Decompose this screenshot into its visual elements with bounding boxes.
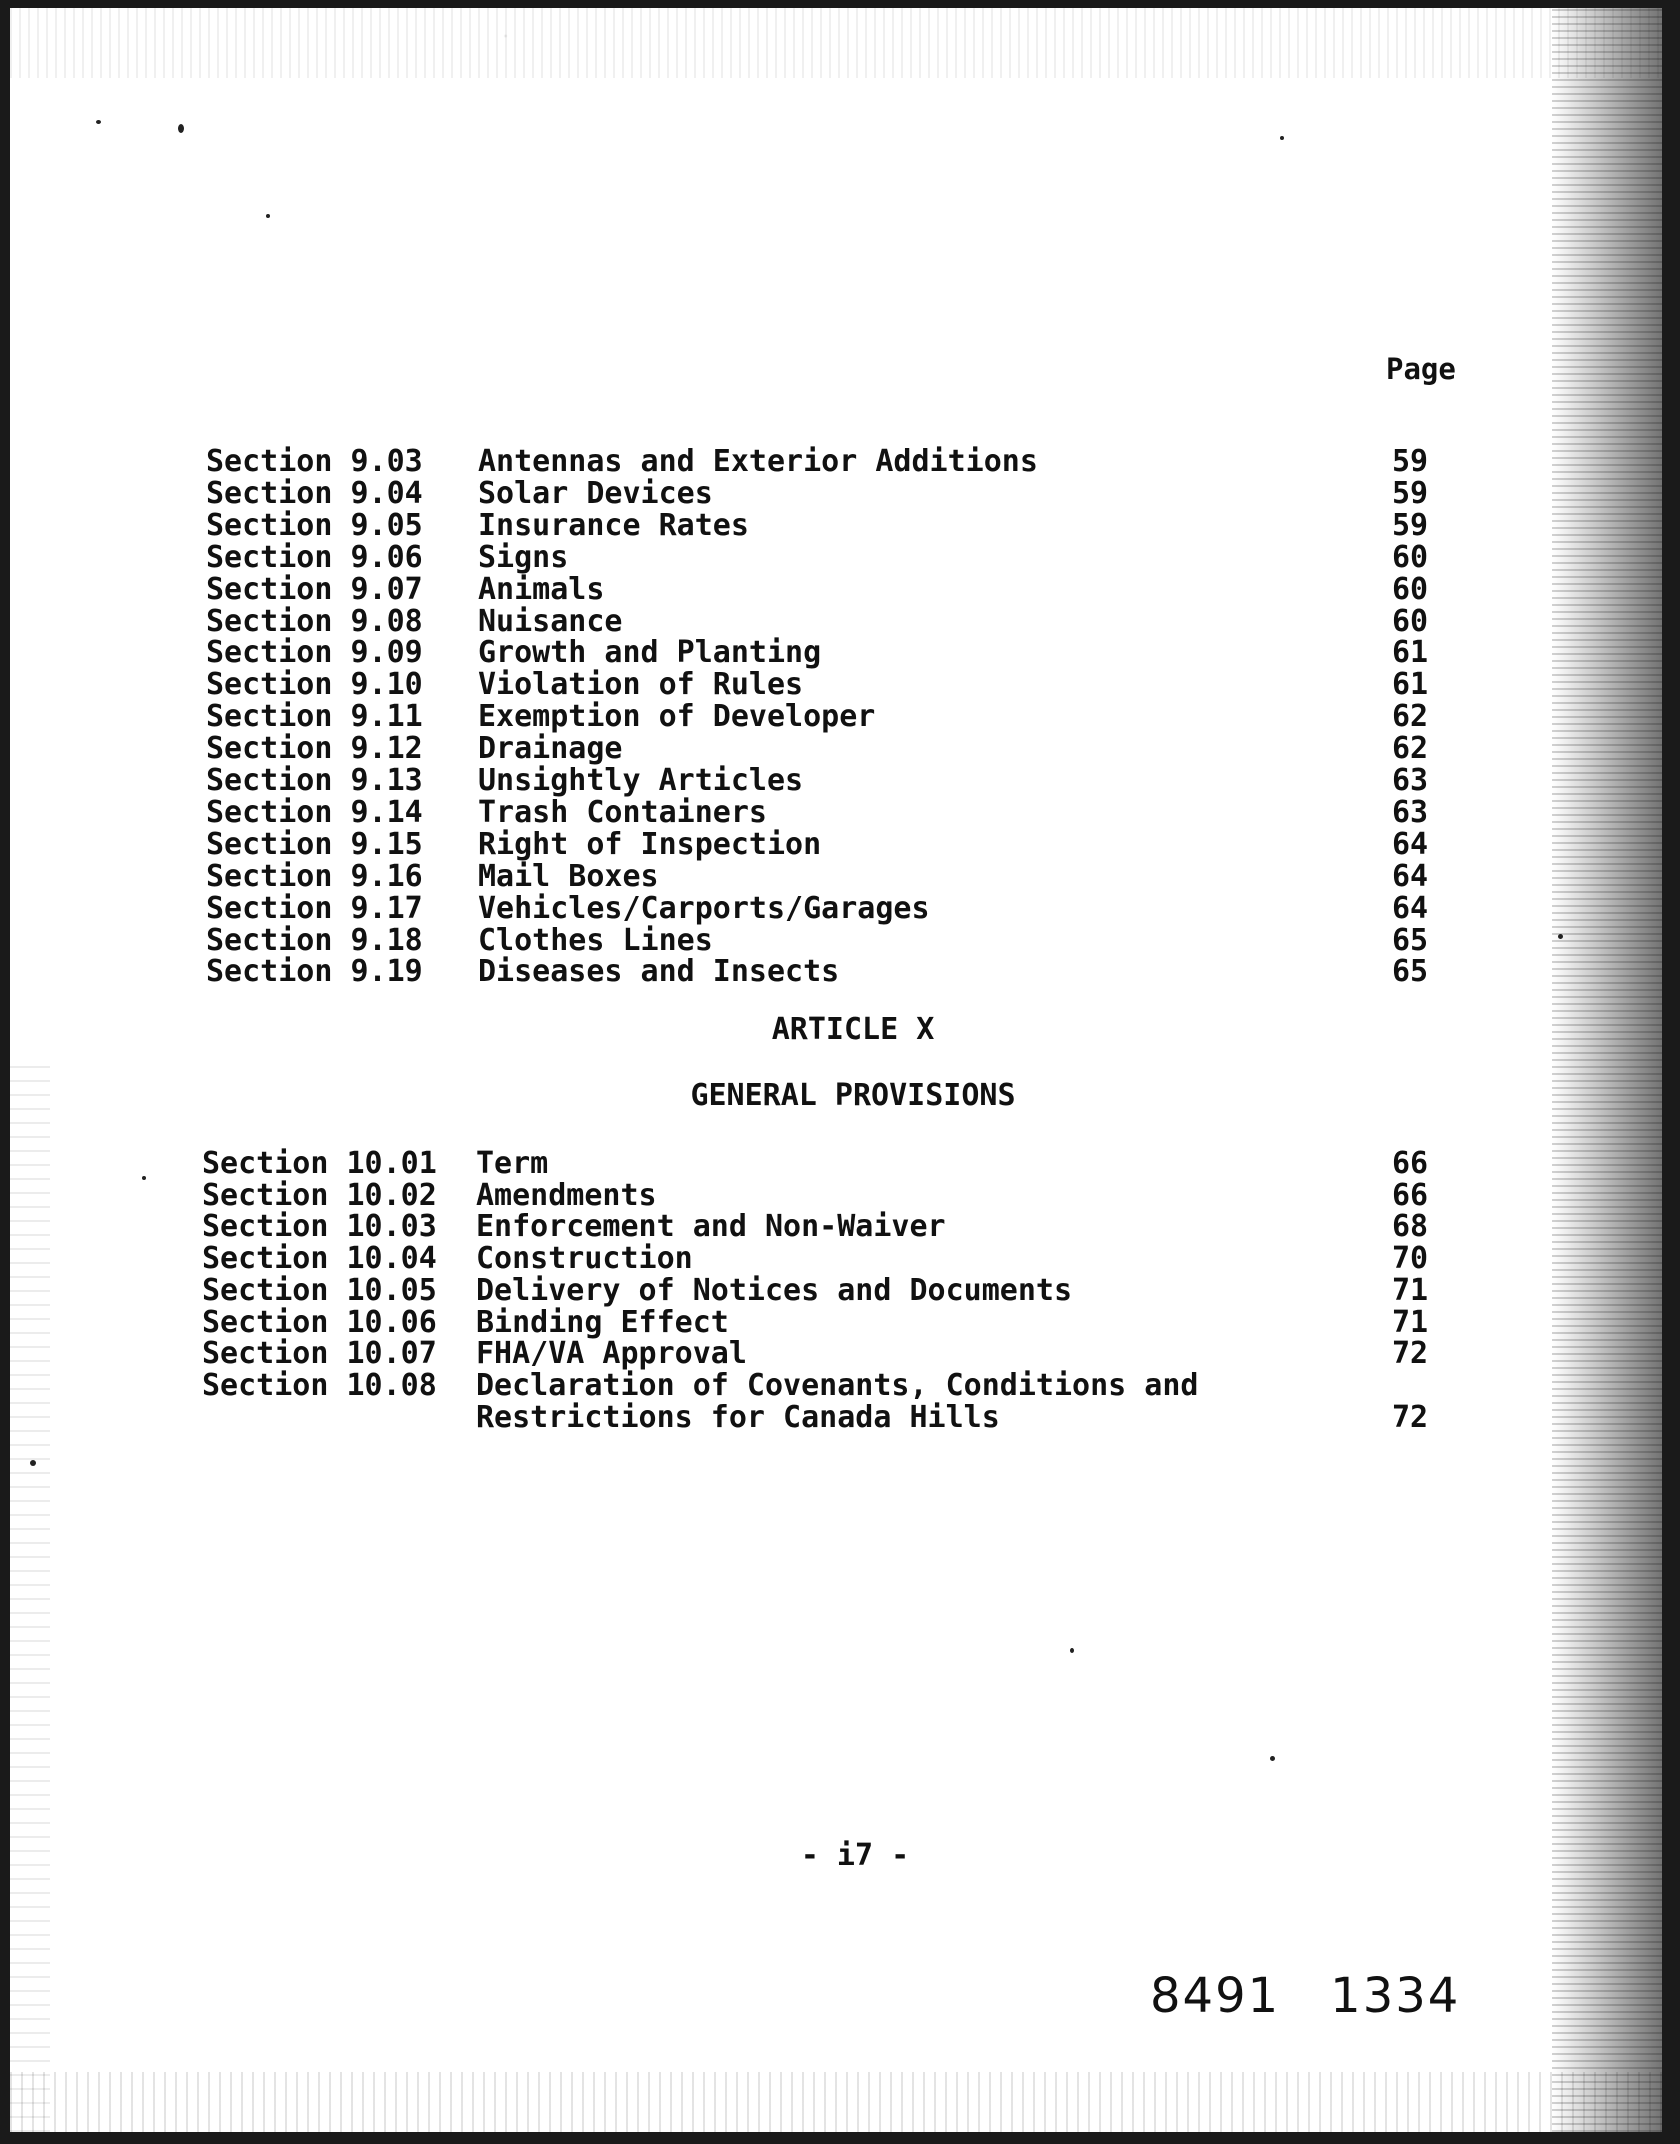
toc-page-number: 71 [1392, 1304, 1429, 1340]
scan-speck [30, 1460, 36, 1466]
scan-noise-top [10, 8, 1662, 78]
toc-page-number: 72 [1392, 1336, 1429, 1372]
toc-page-number: 61 [1392, 635, 1429, 671]
toc-section-number: Section 9.03 [206, 444, 423, 479]
toc-section-number: Section 10.04 [202, 1241, 437, 1277]
toc-section-number: Section 10.08 [202, 1367, 437, 1403]
toc-section-number: Section 10.06 [202, 1304, 437, 1340]
page-column-header: Page [1386, 352, 1456, 386]
toc-entry [10, 922, 1662, 958]
stamp-page: 1334 [1330, 1968, 1461, 2024]
toc-section-title: Construction [476, 1241, 693, 1277]
toc-section-title: Unsightly Articles [478, 763, 804, 798]
toc-section-number: Section 10.07 [202, 1336, 437, 1372]
toc-section-number: Section 9.15 [206, 826, 423, 862]
toc-entry [10, 1304, 1662, 1340]
toc-section-title: Trash Containers [478, 794, 767, 830]
toc-section-number: Section 9.08 [206, 603, 423, 639]
toc-section-number: Section 10.01 [202, 1146, 437, 1181]
toc-page-number: 71 [1392, 1272, 1429, 1308]
toc-section-number: Section 9.13 [206, 763, 423, 798]
toc-section-title: Binding Effect [476, 1304, 729, 1340]
toc-page-number: 60 [1392, 571, 1429, 607]
toc-section-title: Diseases and Insects [478, 954, 840, 990]
toc-section-title: Clothes Lines [478, 922, 713, 958]
toc-entry [10, 1336, 1662, 1372]
toc-section-number: Section 9.14 [206, 794, 423, 830]
toc-entry [10, 1209, 1662, 1245]
toc-page-number: 59 [1392, 444, 1429, 479]
toc-section-title: Insurance Rates [478, 507, 749, 543]
scan-speck [266, 214, 270, 218]
toc-section-title: Delivery of Notices and Documents [476, 1272, 1073, 1308]
toc-section-number: Section 9.07 [206, 571, 423, 607]
scan-speck [1280, 136, 1284, 140]
toc-entry [10, 603, 1662, 639]
toc-section-title: Exemption of Developer [478, 699, 876, 735]
toc-section-title: Drainage [478, 731, 623, 767]
toc-entry [10, 699, 1662, 735]
toc-entry [10, 858, 1662, 894]
toc-section-number: Section 10.02 [202, 1177, 437, 1213]
toc-page-number: 62 [1392, 731, 1429, 767]
toc-section-number: Section 10.03 [202, 1209, 437, 1245]
toc-section-number: Section 9.06 [206, 539, 423, 575]
toc-entry [10, 763, 1662, 798]
toc-entry [10, 507, 1662, 543]
scan-speck [1070, 1648, 1074, 1653]
toc-section-number: Section 9.19 [206, 954, 423, 990]
toc-section-title: Vehicles/Carports/Garages [478, 890, 930, 926]
toc-page-number: 66 [1392, 1146, 1429, 1181]
toc-page-number: 64 [1392, 890, 1429, 926]
toc-section-number: Section 9.04 [206, 475, 423, 511]
toc-section-title: Mail Boxes [478, 858, 659, 894]
toc-section-title: Nuisance [478, 603, 623, 639]
toc-entry [10, 1241, 1662, 1277]
toc-entry [10, 794, 1662, 830]
toc-page-number: 60 [1392, 539, 1429, 575]
toc-section-title: Solar Devices [478, 475, 713, 511]
toc-entry [10, 1272, 1662, 1308]
toc-page-number: 68 [1392, 1209, 1429, 1245]
recording-stamp [1150, 1968, 1460, 2024]
toc-entry [10, 539, 1662, 575]
toc-section-title: Signs [478, 539, 569, 575]
toc-page-number: 64 [1392, 858, 1429, 894]
toc-entry [10, 1177, 1662, 1213]
stamp-book: 8491 [1150, 1968, 1281, 2024]
toc-page-number: 62 [1392, 699, 1429, 735]
toc-page-number: 70 [1392, 1241, 1429, 1277]
toc-entry [10, 826, 1662, 862]
toc-section-number: Section 10.05 [202, 1272, 437, 1308]
toc-entry [10, 890, 1662, 926]
toc-page-number: 66 [1392, 1177, 1429, 1213]
toc-page-number: 59 [1392, 507, 1429, 543]
page-number: - i7 - [800, 1838, 910, 1873]
article-heading: ARTICLE X [771, 1012, 935, 1047]
toc-section-title: Antennas and Exterior Additions [478, 444, 1038, 479]
document-page [10, 8, 1662, 2132]
toc-page-number: 72 [1392, 1399, 1429, 1435]
toc-section-number: Section 9.17 [206, 890, 423, 926]
toc-entry [10, 635, 1662, 671]
toc-section-title: Amendments [476, 1177, 657, 1213]
scan-speck [142, 1176, 146, 1180]
scan-noise-bottom [10, 2072, 1662, 2132]
toc-section-number: Section 9.12 [206, 731, 423, 767]
article-subheading: GENERAL PROVISIONS [690, 1078, 1016, 1113]
scan-speck [1270, 1756, 1275, 1761]
toc-page-number: 59 [1392, 475, 1429, 511]
toc-section-title: Declaration of Covenants, Conditions and [476, 1367, 1199, 1403]
toc-page-number: 63 [1392, 763, 1429, 798]
toc-entry [10, 475, 1662, 511]
toc-section-title: FHA/VA Approval [476, 1336, 747, 1372]
toc-section-number: Section 9.16 [206, 858, 423, 894]
toc-section-number: Section 9.09 [206, 635, 423, 671]
scan-speck [96, 120, 101, 124]
toc-page-number: 60 [1392, 603, 1429, 639]
toc-section-title: Animals [478, 571, 605, 607]
toc-section-number: Section 9.05 [206, 507, 423, 543]
scan-speck [178, 124, 184, 133]
toc-page-number: 65 [1392, 954, 1429, 990]
toc-page-number: 61 [1392, 667, 1429, 703]
toc-entry [10, 954, 1662, 990]
toc-entry [10, 731, 1662, 767]
toc-section-title-continued: Restrictions for Canada Hills [476, 1399, 1000, 1435]
toc-entry [10, 667, 1662, 703]
toc-page-number: 63 [1392, 794, 1429, 830]
toc-section-number: Section 9.11 [206, 699, 423, 735]
toc-section-title: Growth and Planting [478, 635, 822, 671]
toc-entry [10, 444, 1662, 479]
toc-page-number: 65 [1392, 922, 1429, 958]
toc-section-number: Section 9.10 [206, 667, 423, 703]
toc-section-title: Violation of Rules [478, 667, 804, 703]
toc-section-title: Right of Inspection [478, 826, 822, 862]
toc-entry [10, 1146, 1662, 1181]
toc-page-number: 64 [1392, 826, 1429, 862]
toc-entry [10, 1367, 1662, 1435]
toc-section-number: Section 9.18 [206, 922, 423, 958]
toc-section-title: Enforcement and Non-Waiver [476, 1209, 946, 1245]
toc-section-title: Term [476, 1146, 549, 1181]
scan-noise-right [1552, 8, 1662, 2132]
toc-entry [10, 571, 1662, 607]
scan-speck [1558, 934, 1563, 939]
